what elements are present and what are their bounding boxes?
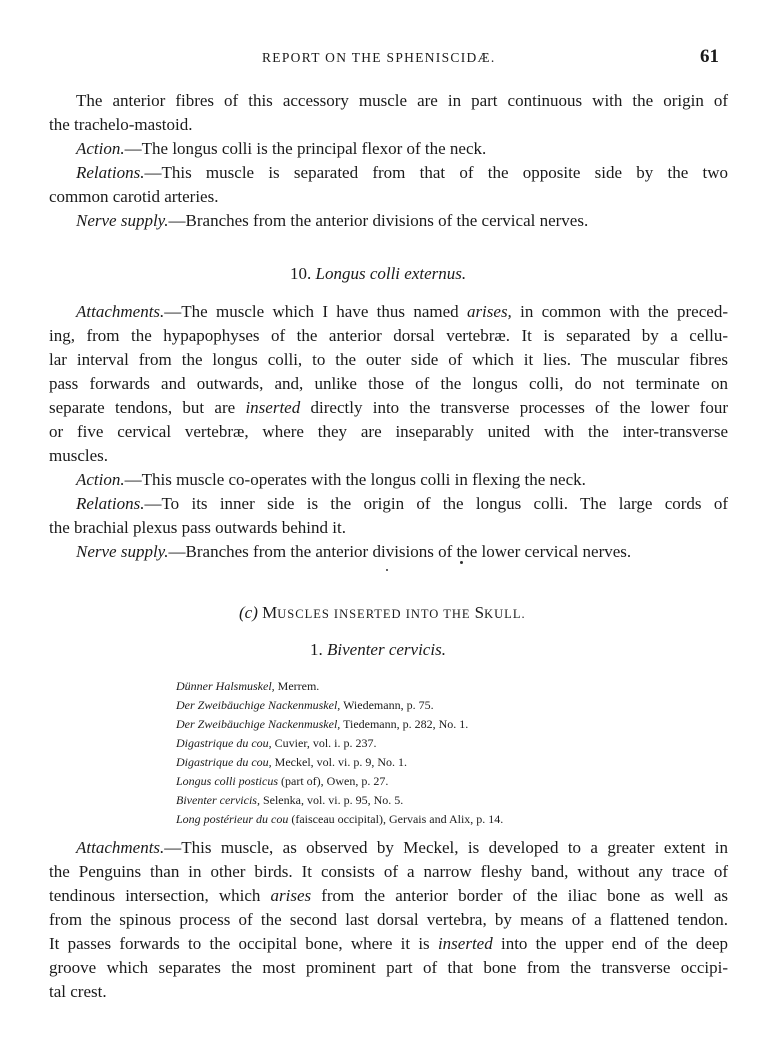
text-line: the brachial plexus pass outwards behind it. xyxy=(49,518,346,537)
synonym-reference: Cuvier, vol. i. p. 237. xyxy=(271,736,377,750)
small-caps-initial: S xyxy=(474,603,485,622)
synonym-entry xyxy=(176,734,377,753)
text-run: tendinous intersection, which xyxy=(49,886,271,905)
text-run: groove which separates the most prominent part of that bone from the transverse occipi- xyxy=(49,958,728,977)
text-run: in common with the preced- xyxy=(511,302,728,321)
relations-text: —To its inner side is the origin of the longus colli. The large cords of xyxy=(144,494,728,513)
emphasis-text: arises xyxy=(270,886,312,905)
synonym-entry xyxy=(176,677,319,696)
print-speck xyxy=(386,569,388,571)
text-line: common carotid arteries. xyxy=(49,187,219,206)
synonym-name: Biventer cervicis, xyxy=(176,793,260,807)
text-run: —The muscle which I have thus named xyxy=(164,302,467,321)
synonym-entry xyxy=(176,715,468,734)
nerve-supply-label: Nerve supply. xyxy=(76,211,169,230)
emphasis-text: arises, xyxy=(466,302,512,321)
text-line: The anterior fibres of this accessory muscle are in part continuous with the origin of xyxy=(76,91,728,110)
section-number: 1. xyxy=(310,640,323,659)
text-run: —This muscle, as observed by Meckel, is developed to a greater extent in xyxy=(164,838,728,857)
text-line xyxy=(49,420,728,468)
text-line xyxy=(49,956,728,1004)
section-heading-10 xyxy=(290,264,466,284)
synonym-entry xyxy=(176,810,503,829)
synonym-entry xyxy=(176,696,434,715)
synonym-reference: (part of), Owen, p. 27. xyxy=(278,774,389,788)
synonym-reference: Wiedemann, p. 75. xyxy=(340,698,434,712)
nerve-supply-text: —Branches from the anterior divisions of the lower cervical nerves. xyxy=(168,542,632,561)
synonym-name: Longus colli posticus xyxy=(176,774,279,788)
section-heading-c xyxy=(239,603,526,623)
section-number: 10. xyxy=(290,264,312,283)
page-number: 61 xyxy=(700,46,719,67)
nerve-supply-paragraph xyxy=(76,540,631,564)
synonym-reference: (faisceau occipital), Gervais and Alix, p. 14. xyxy=(288,812,504,826)
text-run: pass forwards and outwards, and, unlike those of the longus colli, do not terminate on xyxy=(49,374,728,393)
section-title: Longus colli externus. xyxy=(315,264,467,283)
running-head: REPORT ON THE SPHENISCIDÆ. xyxy=(262,50,496,65)
synonym-name: Dünner Halsmuskel, xyxy=(176,679,275,693)
synonym-entry xyxy=(176,753,407,772)
text-run: from the anterior border of the iliac bone as well as xyxy=(311,886,728,905)
text-line: muscles. xyxy=(49,446,109,465)
synonym-reference: Selenka, vol. vi. p. 95, No. 5. xyxy=(259,793,404,807)
synonym-reference: Meckel, vol. vi. p. 9, No. 1. xyxy=(271,755,407,769)
synonym-reference: Tiedemann, p. 282, No. 1. xyxy=(340,717,469,731)
action-paragraph xyxy=(76,137,486,161)
text-run: directly into the transverse processes of the lower four xyxy=(300,398,728,417)
nerve-supply-text: —Branches from the anterior divisions of the cervical nerves. xyxy=(168,211,589,230)
attachments-label: Attachments. xyxy=(76,838,165,857)
text-run: It passes forwards to the occipital bone, where it is xyxy=(49,934,438,953)
section-heading-1 xyxy=(310,640,446,660)
action-paragraph xyxy=(76,468,586,492)
emphasis-text: inserted xyxy=(245,398,301,417)
text-run: from the spinous process of the second last dorsal vertebra, by means of a flattened tendon. xyxy=(49,910,728,929)
attachments-label: Attachments. xyxy=(76,302,165,321)
text-run: ing, from the hypapophyses of the anterior dorsal vertebræ. It is separated by a cellu- xyxy=(49,326,728,345)
nerve-supply-label: Nerve supply. xyxy=(76,542,169,561)
text-run: the Penguins than in other birds. It consists of a narrow fleshy band, without any trace of xyxy=(49,862,728,881)
synonym-name: Der Zweibäuchige Nackenmuskel, xyxy=(176,698,341,712)
text-run: separate tendons, but are xyxy=(49,398,246,417)
nerve-supply-paragraph xyxy=(76,209,588,233)
section-prefix: (c) xyxy=(239,603,258,622)
synonym-name: Der Zweibäuchige Nackenmuskel, xyxy=(176,717,341,731)
synonym-entry xyxy=(176,791,403,810)
emphasis-text: inserted xyxy=(437,934,493,953)
synonym-reference: Merrem. xyxy=(274,679,320,693)
text-run: into the upper end of the deep xyxy=(492,934,728,953)
relations-label: Relations. xyxy=(76,163,145,182)
text-run: or five cervical vertebræ, where they are inseparably united with the inter-transverse xyxy=(49,422,728,441)
print-speck xyxy=(460,561,463,564)
synonym-name: Long postérieur du cou xyxy=(176,812,289,826)
page-header xyxy=(0,46,776,72)
text-run: lar interval from the longus colli, to the outer side of which it lies. The muscular fibres xyxy=(49,350,728,369)
action-text: —The longus colli is the principal flexor of the neck. xyxy=(124,139,487,158)
synonym-entry xyxy=(176,772,388,791)
relations-text: —This muscle is separated from that of the opposite side by the two xyxy=(144,163,728,182)
relations-label: Relations. xyxy=(76,494,145,513)
section-title: Biventer cervicis. xyxy=(327,640,446,659)
small-caps-text: USCLES INSERTED INTO THE xyxy=(277,607,475,621)
text-line: tal crest. xyxy=(49,982,107,1001)
text-line: the trachelo-mastoid. xyxy=(49,115,193,134)
action-label: Action. xyxy=(76,139,125,158)
action-text: —This muscle co-operates with the longus colli in flexing the neck. xyxy=(124,470,586,489)
small-caps-initial: M xyxy=(262,603,278,622)
small-caps-text: KULL. xyxy=(484,607,526,621)
synonym-name: Digastrique du cou, xyxy=(176,755,272,769)
action-label: Action. xyxy=(76,470,125,489)
synonym-name: Digastrique du cou, xyxy=(176,736,272,750)
